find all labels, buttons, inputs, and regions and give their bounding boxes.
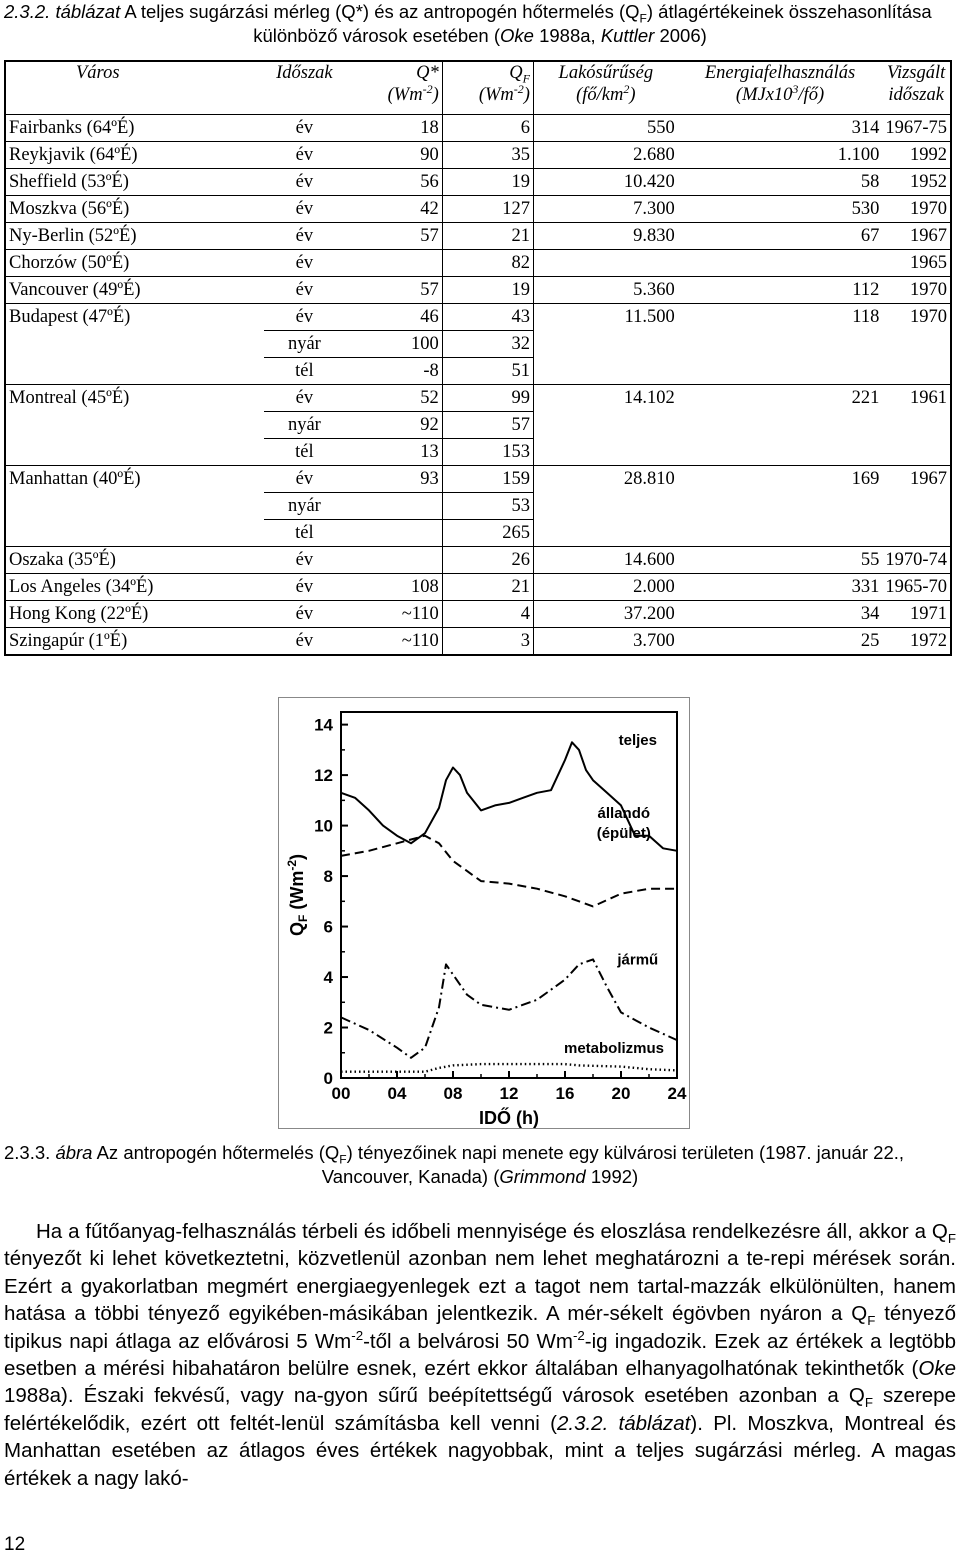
header-unit: /fő) xyxy=(798,85,825,105)
table-cell-energy xyxy=(678,250,883,277)
subscript: F xyxy=(522,71,530,86)
table-cell-year: 1970 xyxy=(910,307,947,328)
table-cell-density xyxy=(533,358,677,385)
x-tick-label: 24 xyxy=(667,1084,687,1103)
table-cell-qf: 43 xyxy=(442,304,533,331)
superscript: -2 xyxy=(422,81,433,96)
figure-number: 2.3.3. xyxy=(4,1142,51,1163)
table-row xyxy=(5,601,951,628)
table-row xyxy=(5,223,951,250)
table-cell-density: 37.200 xyxy=(533,601,677,628)
table-cell-year: 1970 xyxy=(882,196,951,223)
figure-caption-line2b: 1992) xyxy=(585,1166,639,1187)
table-cell-period: év xyxy=(264,547,346,574)
table-cell-period: év xyxy=(264,169,346,196)
table-cell-year: 1971 xyxy=(882,601,951,628)
table-cell-energy: 58 xyxy=(678,169,883,196)
series-line-metabolizmus xyxy=(341,1064,677,1072)
table-cell-year xyxy=(882,493,951,520)
table-row xyxy=(5,520,951,547)
col-header-qf xyxy=(442,61,533,115)
table-cell-qstar: 100 xyxy=(345,331,442,358)
table-cell-city xyxy=(5,520,264,547)
table-cell-period: év xyxy=(264,277,346,304)
table-cell-year xyxy=(882,358,951,385)
x-tick-label: 16 xyxy=(555,1084,575,1103)
plot-area xyxy=(341,712,677,1078)
table-body xyxy=(5,115,951,656)
paragraph xyxy=(4,1218,956,1492)
header-unit: ) xyxy=(432,85,439,105)
table-cell-qf: 19 xyxy=(442,169,533,196)
table-cell-density xyxy=(533,493,677,520)
table-cell-qf: 51 xyxy=(442,358,533,385)
col-header-studied xyxy=(882,61,951,115)
table-cell-qstar: 57 xyxy=(345,277,442,304)
y-tick-label: 6 xyxy=(323,917,333,937)
table-cell-qstar: 52 xyxy=(345,385,442,412)
header-text: Q xyxy=(509,63,523,83)
col-header-energy xyxy=(678,61,883,115)
table-row xyxy=(5,304,951,331)
table-cell-energy: 221 xyxy=(851,388,880,409)
table-row xyxy=(5,385,951,412)
page-number: 12 xyxy=(4,1534,26,1555)
table-cell-qf: 21 xyxy=(442,574,533,601)
table-cell-city: Montreal (45ºÉ) xyxy=(9,388,130,409)
table-cell-year: 1972 xyxy=(882,628,951,656)
table-caption-line2c: 2006) xyxy=(654,25,707,46)
table-cell-qstar xyxy=(345,520,442,547)
text-run: ). Pl. Moszkva, Montreal és Manhattan esetében az átlagos éves értékek nagyobbak, mint a teljes sugárzási mérleg. A magas értékek a nagy lakó- xyxy=(4,1411,957,1490)
y-axis-label: $Q_F$ $(Wm^{-2})$ xyxy=(285,853,310,937)
table-row xyxy=(5,250,951,277)
table-cell-city: Ny-Berlin (52ºÉ) xyxy=(5,223,264,250)
table-cell-qf: 3 xyxy=(442,628,533,656)
table-caption-line2: különböző városok esetében ( xyxy=(253,25,501,46)
header-unit: ) xyxy=(523,85,530,105)
table-cell-qstar: 108 xyxy=(345,574,442,601)
table-caption-text: A teljes sugárzási mérleg (Q*) és az antropogén hőtermelés (Q xyxy=(124,1,640,22)
text-run: szerepe felértékelődik, ezért ott feltét-lenül számításba kell venni ( xyxy=(4,1384,956,1435)
figure-caption-text: Az antropogén hőtermelés (Q xyxy=(96,1142,340,1163)
header-unit: (Wm xyxy=(387,85,423,105)
col-header-qstar xyxy=(345,61,442,115)
table-cell-year: 1965 xyxy=(882,250,951,277)
table-cell-energy xyxy=(678,358,883,385)
table-cell-city xyxy=(5,331,264,358)
table-cell-qf: 99 xyxy=(442,385,533,412)
table-cell-city: Reykjavik (64ºÉ) xyxy=(5,142,264,169)
table-caption-line2b: 1988a, xyxy=(533,25,601,46)
table-cell-density: 3.700 xyxy=(533,628,677,656)
table-cell-period: év xyxy=(264,385,346,412)
table-label: táblázat xyxy=(55,1,121,22)
table-cell-qstar: 13 xyxy=(345,439,442,466)
y-tick-label: 0 xyxy=(323,1069,333,1088)
table-cell-qf: 127 xyxy=(442,196,533,223)
table-cell-qf: 53 xyxy=(442,493,533,520)
table-cell-period: nyár xyxy=(264,331,346,358)
table-caption xyxy=(4,0,956,48)
table-cell-qstar: 18 xyxy=(345,115,442,142)
table-cell-year xyxy=(882,439,951,466)
table-cell-period: tél xyxy=(264,520,346,547)
table-cell-qstar: ~110 xyxy=(345,628,442,656)
table-row xyxy=(5,547,951,574)
table-row xyxy=(5,412,951,439)
header-text: Vizsgált xyxy=(887,63,946,83)
table-cell-qstar: 92 xyxy=(345,412,442,439)
table-cell-qstar: 90 xyxy=(345,142,442,169)
table-cell-year: 1961 xyxy=(910,388,947,409)
series-line-állandó xyxy=(341,836,677,907)
table-cell-density xyxy=(533,250,677,277)
table-cell-city: Fairbanks (64ºÉ) xyxy=(5,115,264,142)
subscript: F xyxy=(339,1152,347,1167)
table-cell-energy: 169 xyxy=(851,469,880,490)
series-label: jármű xyxy=(617,951,659,969)
table-cell-energy xyxy=(678,331,883,358)
table-cell-density: 10.420 xyxy=(533,169,677,196)
table-cell-city xyxy=(5,493,264,520)
table-cell-energy: 1.100 xyxy=(678,142,883,169)
text-run: 1988a). Északi fekvésű, vagy na-gyon sűrű beépítettségű városok esetében azonban a Q xyxy=(4,1384,865,1408)
table-cell-qstar: 57 xyxy=(345,223,442,250)
table-cell-density: 2.000 xyxy=(533,574,677,601)
table-cell-density: 7.300 xyxy=(533,196,677,223)
table-number: 2.3.2. xyxy=(4,1,51,22)
table-cell-period: év xyxy=(264,628,346,656)
table-cell-period: év xyxy=(264,223,346,250)
superscript: -2 xyxy=(351,1327,364,1343)
table-row xyxy=(5,439,951,466)
table-cell-year: 1952 xyxy=(882,169,951,196)
y-tick-label: 14 xyxy=(314,715,333,735)
table-cell-energy: 118 xyxy=(852,307,880,328)
table-cell-density xyxy=(533,412,677,439)
table-cell-energy: 67 xyxy=(678,223,883,250)
table-cell-year: 1967-75 xyxy=(882,115,951,142)
table-cell-qf: 26 xyxy=(442,547,533,574)
table-cell-city xyxy=(5,358,264,385)
series-label: metabolizmus xyxy=(563,1039,665,1057)
table-row xyxy=(5,331,951,358)
y-tick-label: 12 xyxy=(314,766,333,786)
table-cell-qstar: 42 xyxy=(345,196,442,223)
header-text: Q* xyxy=(416,63,439,83)
table-row xyxy=(5,493,951,520)
table-cell-energy: 331 xyxy=(678,574,883,601)
table-cell-city: Hong Kong (22ºÉ) xyxy=(5,601,264,628)
table-cell-city: Sheffield (53ºÉ) xyxy=(5,169,264,196)
subscript: F xyxy=(947,1231,956,1247)
header-unit: (MJx10 xyxy=(735,85,793,105)
series-label: teljes xyxy=(618,731,657,749)
table-cell-qstar: 93 xyxy=(345,466,442,493)
table-cell-energy: 25 xyxy=(678,628,883,656)
table-cell-qf: 6 xyxy=(442,115,533,142)
table-row xyxy=(5,574,951,601)
table-cell-qf: 57 xyxy=(442,412,533,439)
table-cell-period: nyár xyxy=(264,412,346,439)
table-cell-city: Manhattan (40ºÉ) xyxy=(9,469,141,490)
table-cell-city: Los Angeles (34ºÉ) xyxy=(5,574,264,601)
x-axis-label: IDŐ (h) xyxy=(479,1108,539,1128)
table-cell-density: 9.830 xyxy=(533,223,677,250)
table-cell-qstar xyxy=(345,250,442,277)
figure-caption-line2: Vancouver, Kanada) ( xyxy=(321,1166,500,1187)
table-cell-period: nyár xyxy=(264,493,346,520)
text-run: Ha a fűtőanyag-felhasználás térbeli és időbeli mennyisége és eloszlása rendelkezésre áll, akkor a Q xyxy=(36,1220,948,1243)
table-cell-energy: 530 xyxy=(678,196,883,223)
table-cell-year xyxy=(882,331,951,358)
superscript: 2 xyxy=(623,81,630,96)
table-cell-city xyxy=(5,412,264,439)
table-cell-density: 550 xyxy=(533,115,677,142)
table-row xyxy=(5,196,951,223)
header-unit: (Wm xyxy=(478,85,514,105)
x-tick-label: 20 xyxy=(611,1084,631,1103)
figure-caption xyxy=(4,1141,956,1189)
table-cell-qstar: 56 xyxy=(345,169,442,196)
y-tick-label: 10 xyxy=(314,816,333,836)
figure-caption-text-2: ) tényezőinek napi menete egy külvárosi területen (1987. január 22., xyxy=(346,1142,905,1163)
table-cell-period: év xyxy=(264,115,346,142)
superscript: 3 xyxy=(792,81,799,96)
table-cell-qf: 19 xyxy=(442,277,533,304)
table-cell-qstar xyxy=(345,493,442,520)
line-chart xyxy=(279,698,689,1128)
header-unit: (fő/km xyxy=(576,85,624,105)
table-cell-period: év xyxy=(264,196,346,223)
y-tick-label: 8 xyxy=(323,867,333,887)
table-cell-density xyxy=(533,439,677,466)
x-tick-label: 08 xyxy=(443,1084,463,1103)
series-label: (épület) xyxy=(596,825,651,843)
table-cell-period: tél xyxy=(264,439,346,466)
subscript: F xyxy=(867,1313,876,1329)
figure-label: ábra xyxy=(55,1142,93,1163)
table-cell-qstar: -8 xyxy=(345,358,442,385)
table-cell-year: 1967 xyxy=(882,223,951,250)
table-reference: 2.3.2. táblázat xyxy=(556,1411,691,1435)
table-cell-density: 11.500 xyxy=(533,304,677,331)
table-caption-text-2: ) átlagértékeinek összehasonlítása xyxy=(646,1,932,22)
table-cell-qf: 21 xyxy=(442,223,533,250)
table-cell-city: Szingapúr (1ºÉ) xyxy=(5,628,264,656)
series-label: állandó xyxy=(597,805,651,823)
text-run: tényező tipikus napi átlaga az elővárosi 5 Wm xyxy=(4,1302,956,1353)
header-text: Energiafelhasználás xyxy=(704,63,856,83)
header-text: Város xyxy=(76,63,120,83)
table-cell-city: Moszkva (56ºÉ) xyxy=(5,196,264,223)
table-cell-period: év xyxy=(264,574,346,601)
figure-frame xyxy=(278,697,690,1129)
subscript: F xyxy=(864,1395,873,1411)
table-cell-period: tél xyxy=(264,358,346,385)
table-cell-energy xyxy=(678,412,883,439)
body-paragraph xyxy=(4,1218,956,1492)
table-cell-year: 1992 xyxy=(882,142,951,169)
table-row xyxy=(5,466,951,493)
table-cell-energy: 112 xyxy=(678,277,883,304)
table-cell-city: Budapest (47ºÉ) xyxy=(9,307,131,328)
table-cell-density: 2.680 xyxy=(533,142,677,169)
citation-author: Oke xyxy=(918,1357,956,1381)
table-cell-qf: 82 xyxy=(442,250,533,277)
citation-author: Kuttler xyxy=(600,25,655,46)
table-cell-energy xyxy=(678,439,883,466)
table-cell-energy: 34 xyxy=(678,601,883,628)
table-row xyxy=(5,628,951,656)
text-run: -től a belvárosi 50 Wm xyxy=(363,1329,573,1353)
table-cell-qf: 265 xyxy=(442,520,533,547)
header-text: Időszak xyxy=(276,63,333,83)
col-header-period xyxy=(264,61,346,115)
table-cell-density: 14.600 xyxy=(533,547,677,574)
table-cell-period: év xyxy=(264,601,346,628)
table-header-row xyxy=(5,61,951,115)
table-cell-period: év xyxy=(264,466,346,493)
table-cell-year: 1965-70 xyxy=(882,574,951,601)
table-cell-qstar xyxy=(345,547,442,574)
superscript: -2 xyxy=(513,81,524,96)
col-header-density xyxy=(533,61,677,115)
table-cell-city: Chorzów (50ºÉ) xyxy=(5,250,264,277)
table-cell-period: év xyxy=(264,142,346,169)
table-cell-energy: 314 xyxy=(678,115,883,142)
table-cell-city xyxy=(5,439,264,466)
table-cell-qf: 32 xyxy=(442,331,533,358)
table-cell-year: 1970-74 xyxy=(882,547,951,574)
data-table xyxy=(4,60,952,656)
table-cell-period: év xyxy=(264,304,346,331)
table-row xyxy=(5,358,951,385)
table-cell-qf: 4 xyxy=(442,601,533,628)
citation-author: Oke xyxy=(500,25,534,46)
table-cell-density xyxy=(533,331,677,358)
header-unit: ) xyxy=(629,85,636,105)
table-cell-year: 1970 xyxy=(882,277,951,304)
table-cell-energy xyxy=(678,493,883,520)
text-run: tényezőt ki lehet következtetni, közvetlenül azonban nem lehet meghatározni a te-repi mérések során. Ezért a gyakorlatban megmért energiaegyenlegek ezt a tagot nem tartal-mazzák elkülönülten, hanem hatása a többi tényező egyikében-másikában jelentkezik. A mér-sékelt égövben nyáron a Q xyxy=(4,1247,956,1326)
table-cell-qf: 153 xyxy=(442,439,533,466)
table-cell-year: 1967 xyxy=(910,469,947,490)
table-cell-energy xyxy=(678,520,883,547)
table-row xyxy=(5,142,951,169)
table-cell-density: 28.810 xyxy=(533,466,677,493)
header-text: Lakósűrűség xyxy=(558,63,654,83)
table-cell-year xyxy=(882,520,951,547)
table-cell-year xyxy=(882,412,951,439)
col-header-city xyxy=(5,61,264,115)
superscript: -2 xyxy=(572,1327,585,1343)
x-tick-label: 12 xyxy=(499,1084,519,1103)
subscript: F xyxy=(639,11,647,26)
y-tick-label: 2 xyxy=(323,1018,333,1038)
table-cell-density xyxy=(533,520,677,547)
header-text: időszak xyxy=(888,85,944,105)
table-cell-qf: 159 xyxy=(442,466,533,493)
x-tick-label: 04 xyxy=(387,1084,407,1103)
table-row xyxy=(5,115,951,142)
table-cell-density: 14.102 xyxy=(533,385,677,412)
citation-author: Grimmond xyxy=(499,1166,586,1187)
table-cell-city: Vancouver (49ºÉ) xyxy=(5,277,264,304)
x-tick-label: 00 xyxy=(331,1084,351,1103)
table-cell-qf: 35 xyxy=(442,142,533,169)
table-cell-density: 5.360 xyxy=(533,277,677,304)
table-cell-qstar: ~110 xyxy=(345,601,442,628)
table-cell-energy: 55 xyxy=(678,547,883,574)
table-cell-city: Oszaka (35ºÉ) xyxy=(5,547,264,574)
text-run: -ig ingadozik. Ezek az értékek a legtöbb esetben a mérési hibahatáron belülre esnek, ezért ekkor általában elhanyagolhatónak tekinthetők ( xyxy=(4,1329,956,1381)
y-tick-label: 4 xyxy=(323,968,333,988)
table-cell-qstar: 46 xyxy=(345,304,442,331)
table-cell-period: év xyxy=(264,250,346,277)
table-row xyxy=(5,277,951,304)
table-row xyxy=(5,169,951,196)
